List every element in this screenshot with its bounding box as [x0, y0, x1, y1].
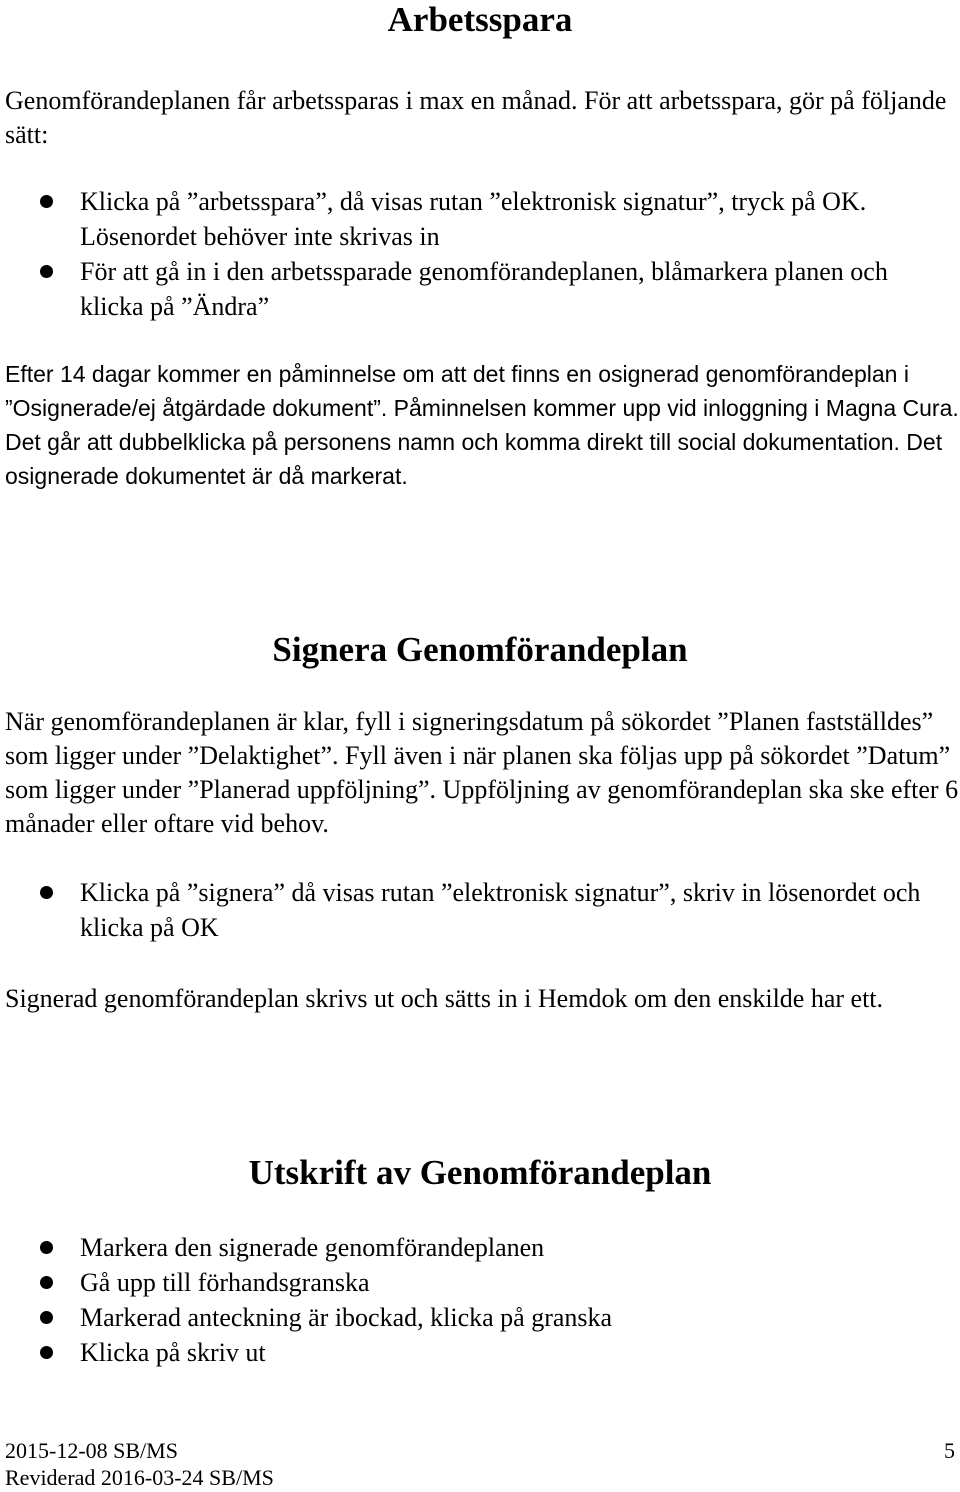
list-item	[0, 1335, 955, 1370]
list-item	[0, 254, 955, 324]
section-title-signera: Signera Genomförandeplan	[272, 630, 688, 669]
list-item-text: Markera den signerade genomförandeplanen	[80, 1233, 545, 1262]
bullet-list-signera	[0, 875, 955, 945]
list-item-text: Klicka på ”signera” då visas rutan ”elektronisk signatur”, skriv in lösenordet och klicka på OK	[80, 878, 921, 942]
list-item	[0, 184, 955, 254]
bullet-icon	[40, 1311, 53, 1324]
footer-date: 2015-12-08 SB/MS	[5, 1438, 178, 1463]
section-title-arbetsspara: Arbetsspara	[387, 0, 573, 39]
list-item-text: Gå upp till förhandsgranska	[80, 1268, 370, 1297]
list-item	[0, 1300, 955, 1335]
page-number: 5	[944, 1438, 955, 1463]
bullet-icon	[40, 265, 53, 278]
reminder-paragraph: Efter 14 dagar kommer en påminnelse om att det finns en osignerad genomförandeplan i ”Osignerade/ej åtgärdade dokument”. Påminnelsen kommer upp vid inloggning i Magna Cura. Det går att dubbelklicka på personens namn och komma direkt till social dokumentation. Det osignerade dokumentet är då markerat.	[5, 361, 959, 489]
footer-revised: Reviderad 2016-03-24 SB/MS	[5, 1465, 274, 1490]
section-title-utskrift: Utskrift av Genomförandeplan	[248, 1153, 712, 1192]
list-item	[0, 1230, 955, 1265]
bullet-list-utskrift	[0, 1230, 955, 1370]
signed-plan-paragraph: Signerad genomförandeplan skrivs ut och sätts in i Hemdok om den enskilde har ett.	[5, 984, 884, 1013]
bullet-icon	[40, 886, 53, 899]
signing-paragraph: När genomförandeplanen är klar, fyll i signeringsdatum på sökordet ”Planen fastställdes” som ligger under ”Delaktighet”. Fyll även i när planen ska följas upp på sökordet ”Datum” som ligger under ”Planerad uppföljning”. Uppföljning av genomförandeplan ska ske efter 6 månader eller oftare vid behov.	[5, 707, 959, 838]
bullet-icon	[40, 1276, 53, 1289]
list-item-text: Markerad anteckning är ibockad, klicka på granska	[80, 1303, 613, 1332]
bullet-icon	[40, 1241, 53, 1254]
list-item	[0, 875, 955, 945]
bullet-list-arbetsspara	[0, 184, 955, 324]
list-item-text: För att gå in i den arbetssparade genomförandeplanen, blåmarkera planen och klicka på ”Ändra”	[80, 257, 888, 321]
bullet-icon	[40, 1346, 53, 1359]
bullet-icon	[40, 195, 53, 208]
intro-paragraph: Genomförandeplanen får arbetssparas i max en månad. För att arbetsspara, gör på följande sätt:	[5, 86, 947, 149]
list-item	[0, 1265, 955, 1300]
list-item-text: Klicka på ”arbetsspara”, då visas rutan ”elektronisk signatur”, tryck på OK. Lösenordet behöver inte skrivas in	[80, 187, 867, 251]
list-item-text: Klicka på skriv ut	[80, 1338, 266, 1367]
